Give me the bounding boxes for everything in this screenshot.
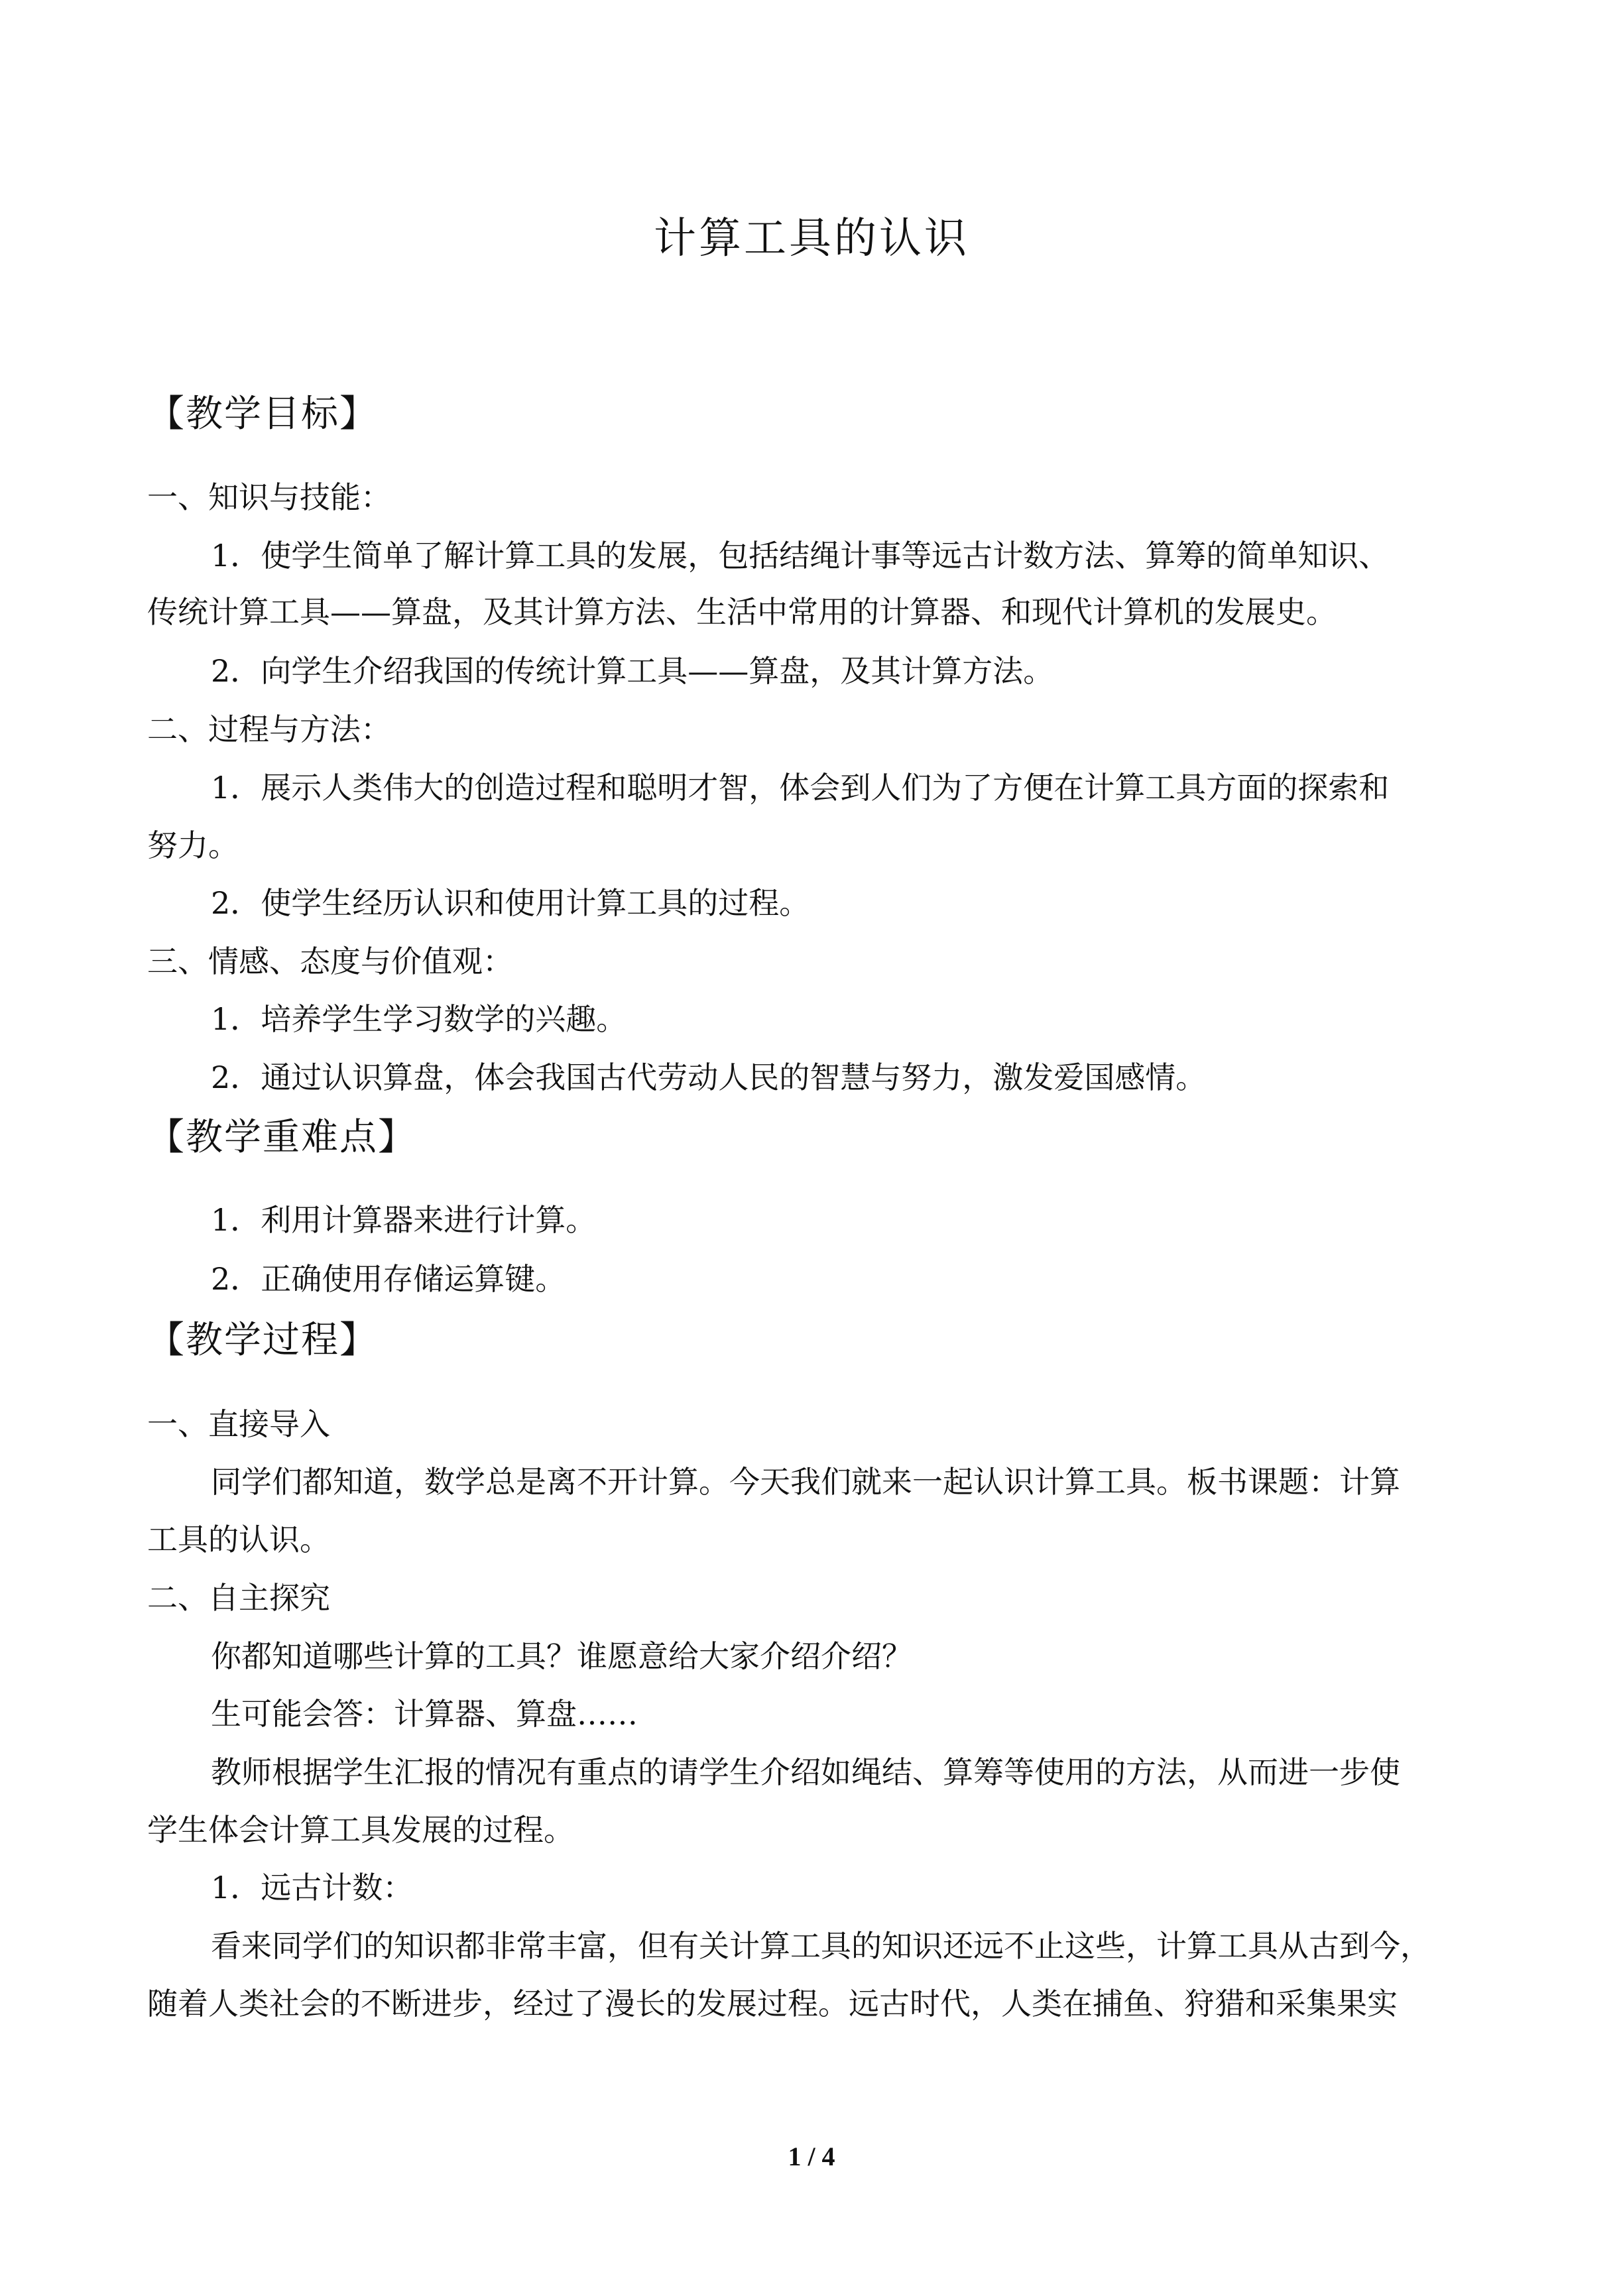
goals-heading-3: 三、情感、态度与价值观： <box>147 943 513 979</box>
paragraph-line: 1．使学生简单了解计算工具的发展，包括结绳计事等远古计数方法、算筹的简单知识、 <box>211 538 1390 574</box>
section-heading-goals: 【教学目标】 <box>147 393 378 436</box>
paragraph-line: 传统计算工具——算盘，及其计算方法、生活中常用的计算器、和现代计算机的发展史。 <box>147 594 1337 630</box>
paragraph-line: 1．利用计算器来进行计算。 <box>211 1202 597 1238</box>
paragraph-line: 生可能会答：计算器、算盘…… <box>211 1696 638 1732</box>
process-heading-2: 二、自主探究 <box>147 1580 330 1616</box>
paragraph-line: 工具的认识。 <box>147 1522 330 1557</box>
paragraph-line: 同学们都知道，数学总是离不开计算。今天我们就来一起认识计算工具。板书课题：计算 <box>211 1464 1400 1500</box>
paragraph-line: 学生体会计算工具发展的过程。 <box>147 1812 574 1848</box>
page-title: 计算工具的认识 <box>654 214 969 263</box>
paragraph-line: 努力。 <box>147 827 239 863</box>
paragraph-line: 1．远古计数： <box>211 1870 414 1905</box>
page-number: 1 / 4 <box>788 2142 835 2171</box>
process-heading-1: 一、直接导入 <box>147 1406 330 1442</box>
paragraph-line: 你都知道哪些计算的工具？谁愿意给大家介绍介绍？ <box>211 1638 912 1674</box>
goals-heading-1: 一、知识与技能： <box>147 479 391 515</box>
paragraph-line: 2．向学生介绍我国的传统计算工具——算盘，及其计算方法。 <box>211 653 1054 689</box>
paragraph-line: 1．培养学生学习数学的兴趣。 <box>211 1001 627 1037</box>
paragraph-line: 2．正确使用存储运算键。 <box>211 1261 566 1297</box>
paragraph-line: 教师根据学生汇报的情况有重点的请学生介绍如绳结、算筹等使用的方法，从而进一步使 <box>211 1754 1400 1790</box>
paragraph-line: 看来同学们的知识都非常丰富，但有关计算工具的知识还远不止这些，计算工具从古到今， <box>211 1928 1431 1964</box>
paragraph-line: 随着人类社会的不断进步，经过了漫长的发展过程。远古时代，人类在捕鱼、狩猎和采集果实 <box>147 1986 1398 2022</box>
paragraph-line: 2．使学生经历认识和使用计算工具的过程。 <box>211 885 810 921</box>
paragraph-line: 1．展示人类伟大的创造过程和聪明才智，体会到人们为了方便在计算工具方面的探索和 <box>211 770 1390 806</box>
goals-heading-2: 二、过程与方法： <box>147 711 391 747</box>
paragraph-line: 2．通过认识算盘，体会我国古代劳动人民的智慧与努力，激发爱国感情。 <box>211 1059 1207 1095</box>
section-heading-process: 【教学过程】 <box>147 1319 378 1362</box>
section-heading-key-points: 【教学重难点】 <box>147 1116 416 1159</box>
